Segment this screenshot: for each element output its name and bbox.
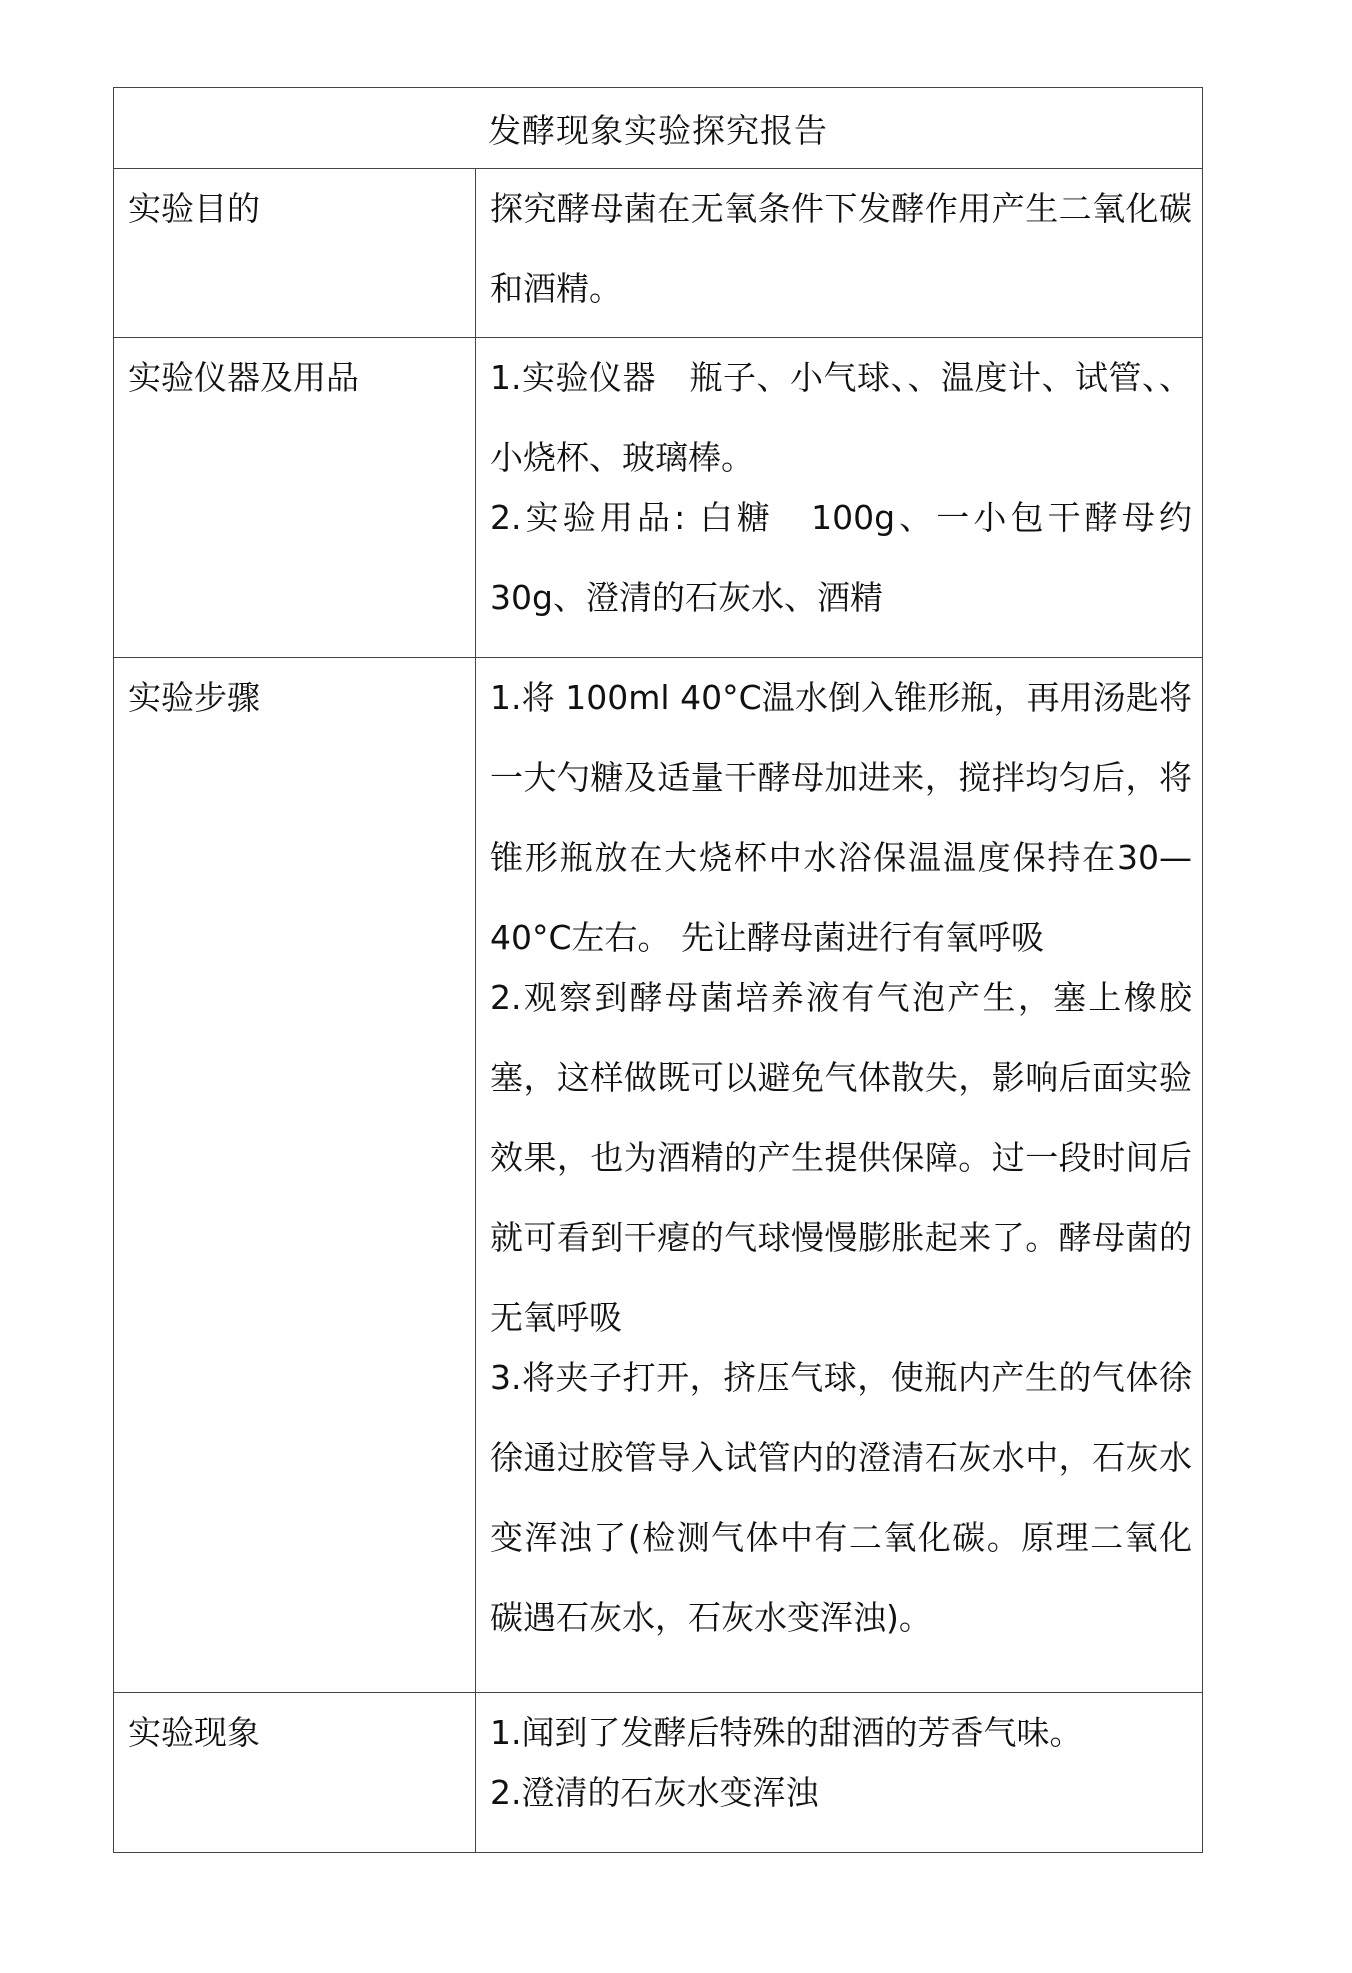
phenomenon-paragraph-2: 2.澄清的石灰水变浑浊 [490, 1773, 819, 1812]
table-row-phenomenon [114, 1693, 1203, 1853]
steps-paragraph-1: 1.将 100ml 40°C温水倒入锥形瓶，再用汤匙将一大勺糖及适量干酵母加进来，搅拌均匀后，将锥形瓶放在大烧杯中水浴保温温度保持在30—40°C左右。 先让酵母菌进行有氧呼吸 [490, 678, 1192, 957]
row-content-steps [476, 658, 1203, 1693]
row-label-equipment: 实验仪器及用品 [114, 338, 476, 658]
table-row-equipment [114, 338, 1203, 658]
row-content-phenomenon [476, 1693, 1203, 1853]
row-label-steps: 实验步骤 [114, 658, 476, 1693]
phenomenon-paragraph-1: 1.闻到了发酵后特殊的甜酒的芳香气味。 [490, 1713, 1083, 1752]
row-content-equipment [476, 338, 1203, 658]
equipment-paragraph-1: 1.实验仪器 瓶子、小气球、、温度计、试管、、小烧杯、玻璃棒。 [490, 358, 1192, 477]
steps-paragraph-2: 2.观察到酵母菌培养液有气泡产生，塞上橡胶塞，这样做既可以避免气体散失，影响后面实验效果，也为酒精的产生提供保障。过一段时间后就可看到干瘪的气球慢慢膨胀起来了。酵母菌的无氧呼吸 [490, 978, 1192, 1337]
row-content-purpose [476, 169, 1203, 338]
row-label-purpose: 实验目的 [114, 169, 476, 338]
table-row-purpose [114, 169, 1203, 338]
title-row [114, 88, 1203, 169]
report-title: 发酵现象实验探究报告 [114, 88, 1203, 169]
purpose-paragraph-1: 探究酵母菌在无氧条件下发酵作用产生二氧化碳和酒精。 [490, 189, 1192, 308]
row-label-phenomenon: 实验现象 [114, 1693, 476, 1853]
table-row-steps [114, 658, 1203, 1693]
experiment-report-table [113, 87, 1203, 1853]
equipment-paragraph-2: 2.实验用品: 白糖 100g、一小包干酵母约 30g、澄清的石灰水、酒精 [490, 498, 1192, 617]
steps-paragraph-3: 3.将夹子打开，挤压气球，使瓶内产生的气体徐徐通过胶管导入试管内的澄清石灰水中，石灰水变浑浊了(检测气体中有二氧化碳。原理二氧化碳遇石灰水，石灰水变浑浊)。 [490, 1358, 1192, 1637]
